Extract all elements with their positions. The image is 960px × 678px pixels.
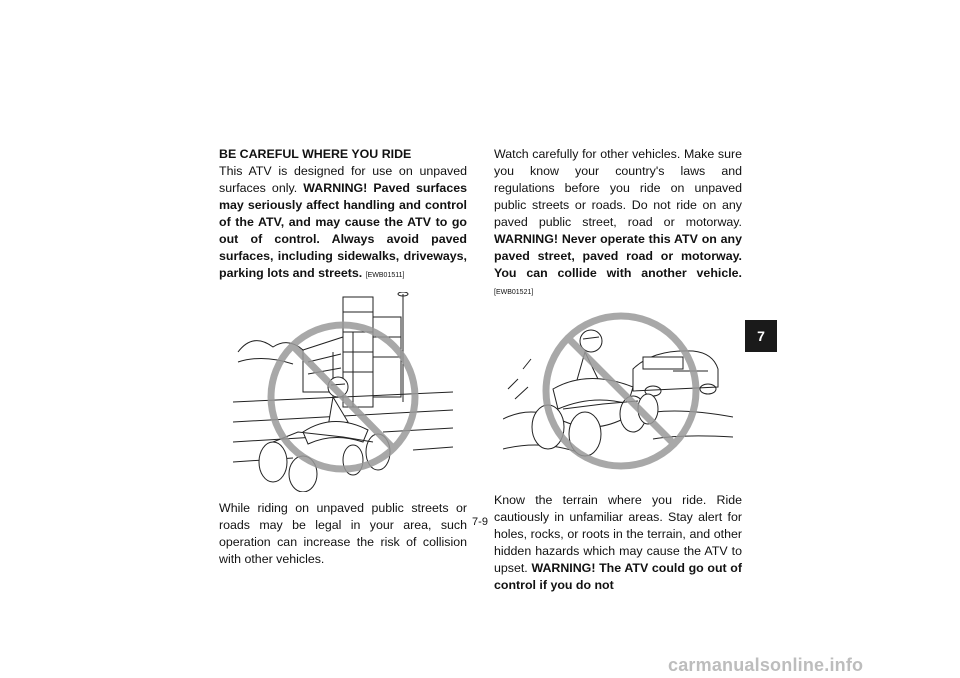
watermark: carmanualsonline.info — [668, 655, 864, 675]
warning-code: [EWB01511] — [365, 272, 405, 279]
collision-risk-paragraph: While riding on unpaved public streets or roads may be legal in your area, such operation can increase the risk of collision with other vehicles. — [219, 501, 467, 566]
terrain-paragraph — [494, 492, 742, 594]
paragraph-text: This ATV is designed for use on unpaved surfaces only. — [219, 164, 467, 195]
atv-near-car-prohibited-illustration — [503, 309, 733, 484]
chapter-tab: 7 — [745, 320, 777, 352]
warning-text: WARNING! The ATV could go out of control if you do not — [494, 561, 742, 592]
warning-text: WARNING! Paved surfaces may seriously affect handling and control of the ATV, and may cause the ATV to go out of control. Always avoid paved surfaces, including sidewalks, driveways, parking lots and streets. — [219, 181, 467, 280]
left-column — [219, 146, 467, 568]
paragraph-text: Know the terrain where you ride. Ride cautiously in unfamiliar areas. Stay alert for holes, rocks, or roots in the terrain, and other hidden hazards which may cause the ATV to upset. — [494, 493, 742, 575]
paragraph-text: Watch carefully for other vehicles. Make sure you know your country's laws and regulations before you ride on unpaved public streets or roads. Do not ride on any paved public street, road or motorway. — [494, 147, 742, 229]
paved-street-prohibited-illustration — [233, 292, 453, 492]
paved-surface-paragraph — [219, 163, 467, 284]
warning-code: [EWB01521] — [494, 289, 534, 296]
section-heading: BE CAREFUL WHERE YOU RIDE — [219, 147, 412, 161]
page-number: 7-9 — [472, 516, 488, 528]
other-vehicles-paragraph — [494, 146, 742, 301]
warning-text: WARNING! Never operate this ATV on any paved street, paved road or motorway. You can collide with another vehicle. — [494, 232, 742, 280]
